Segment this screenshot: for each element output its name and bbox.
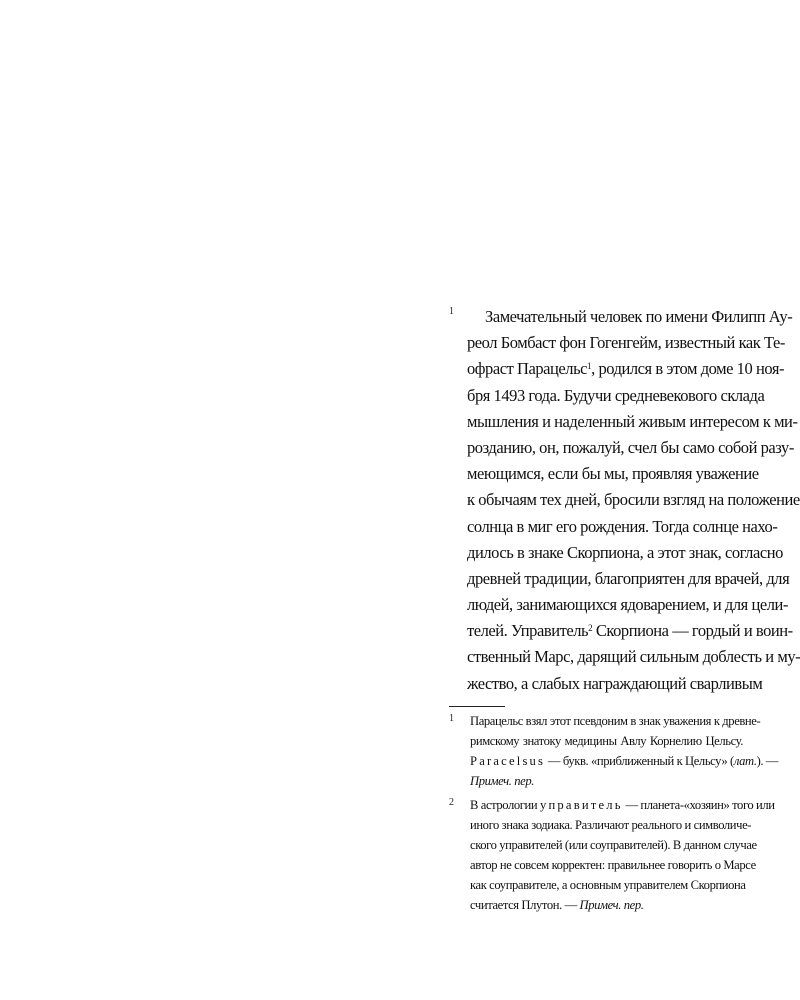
footnote-line [470,751,779,771]
footnote-line: автор не совсем корректен: правильнее говорить о Марсе [470,858,756,873]
footnote-ref-1[interactable]: 1 [587,361,592,372]
text-fragment: офраст Парацельс [467,359,588,379]
footnote-1-marker: 1 [449,713,454,724]
text-fragment: ). — [756,754,779,769]
text-fragment: считается Плутон. — [470,898,580,913]
paragraph-line: солнца в миг его рождения. Тогда солнце нахо- [467,516,778,536]
paragraph-line: меющимся, если бы мы, проявляя уважение [467,464,759,484]
footnote-line [470,771,743,791]
paragraph-line: людей, занимающихся ядоварением, и для цели- [467,595,788,615]
paragraph-line: реол Бомбаст фон Гогенгейм, известный как Те- [467,333,785,353]
footnote-line [470,795,775,815]
paragraph-line: жество, а слабых награждающий сварливым [467,673,763,693]
footnote-line: ского управителей (или соуправителей). В данном случае [470,838,757,853]
footnote-divider [449,706,505,707]
footnote-2 [470,795,775,916]
text-fragment: телей. Управитель [467,621,589,641]
latin-term: Paracelsus [470,754,546,769]
paragraph-line [467,618,793,644]
footnote-line: Парацельс взял этот псевдоним в знак уважения к древне- [470,714,761,728]
translator-note: Примеч. пер. [579,898,644,913]
footnote-2-marker: 2 [449,797,454,808]
paragraph-line: мышления и наделенный живым интересом к ми- [467,411,798,431]
paragraph-line: древней традиции, благоприятен для врачей, для [467,568,790,588]
main-paragraph [467,304,800,697]
footnote-line [470,895,743,915]
footnote-line: римскому знатоку медицины Авлу Корнелию Цельсу. [470,734,743,749]
abbr-lat: лат. [733,754,757,769]
footnote-1 [470,711,779,791]
translator-note: Примеч. пер. [470,774,534,789]
spaced-term: управитель [540,798,623,812]
text-fragment: В астрологии [470,798,540,812]
text-fragment: — планета-«хозяин» того или [622,798,775,812]
paragraph-line: Замечательный человек по имени Филипп Ау- [485,307,793,326]
text-fragment: — букв. «приближенный к Цельсу» ( [545,754,734,769]
footnote-line: иного знака зодиака. Различают реального и символиче- [470,818,752,833]
paragraph-line: дилось в знаке Скорпиона, а этот знак, согласно [467,542,783,562]
page-side-marker: 1 [449,306,454,317]
paragraph-line [467,356,785,382]
paragraph-line: розданию, он, пожалуй, счел бы само собой разу- [467,437,794,457]
text-fragment: Скорпиона — гордый и воин- [592,621,793,641]
footnote-line: как соуправителе, а основным управителем Скорпиона [470,878,746,893]
paragraph-line: бря 1493 года. Будучи средневекового склада [467,385,765,405]
footnote-ref-2[interactable]: 2 [588,623,593,634]
paragraph-line: к обычаям тех дней, бросили взгляд на положение [467,490,800,510]
text-fragment: , родился в этом доме 10 ноя- [591,359,785,379]
paragraph-line: ственный Марс, дарящий сильным доблесть и му- [467,647,800,667]
